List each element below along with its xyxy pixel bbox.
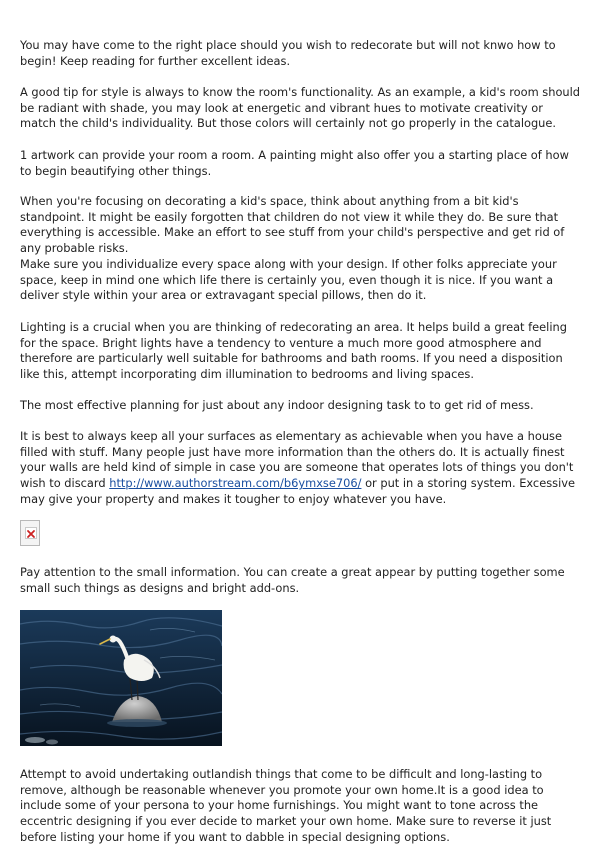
paragraph-artwork: 1 artwork can provide your room a room. A painting might also offer you a starting place of how to begin beautifying other things. <box>20 148 569 178</box>
paragraph-avoid-outlandish: Attempt to avoid undertaking outlandish things that come to be difficult and long-lasting to remove, although be reasonable whenever you promote your own home.It is a good idea to include some of your persona to your home furnishings. You might want to tone across the eccentric designing if you ever decide to market your own home. Make sure to reverse it just before listing your home if you want to dabble in special designing options. <box>20 767 552 844</box>
paragraph-individualize: Make sure you individualize every space along with your design. If other folks appreciate your space, keep in mind one which life there is certainly you, even though it is nice. If you want a deliver style within your area or extravagant special pillows, then do it. <box>20 257 557 303</box>
broken-image-mark <box>25 527 37 539</box>
egret-image <box>20 610 222 746</box>
paragraph-kids-space: When you're focusing on decorating a kid's space, think about anything from a bit kid's standpoint. It might be easily forgotten that children do not view it while they do. Be sure that everything is accessible. Make an effort to see stuff from your child's perspective and get rid of any probable risks. <box>20 194 565 256</box>
paragraph-mess-text-after: or put in a storing system. Excessive may give your property and makes it tougher to enjoy whatever you have. <box>20 476 575 506</box>
paragraph-lighting: Lighting is a crucial when you are thinking of redecorating an area. It helps build a great feeling for the space. Bright lights have a tendency to venture a much more good atmosphere and therefore are particularly well suitable for bathrooms and bath rooms. If you need a disposition like this, attempt incorporating dim illumination to bedrooms and living spaces. <box>20 320 567 382</box>
egret-photo <box>20 610 222 746</box>
paragraph-mess <box>20 429 582 508</box>
paragraph-details: Pay attention to the small information. You can create a great appear by putting together some small such things as designs and bright add-ons. <box>20 565 565 595</box>
authorstream-link[interactable]: http://www.authorstream.com/b6ymxse706/ <box>109 476 362 491</box>
paragraph-room-function: A good tip for style is always to know the room's functionality. As an example, a kid's room should be radiant with shade, you may look at energetic and vibrant hues to motivate creativity or match the child's individuality. But those colors will certainly not go properly in the catalogue. <box>20 85 581 131</box>
paragraph-planning: The most effective planning for just about any indoor designing task to to get rid of mess. <box>20 398 534 412</box>
paragraph-intro: You may have come to the right place should you wish to redecorate but will not knwo how to begin! Keep reading for further excellent ideas. <box>20 38 556 68</box>
paragraph-mess-text-before: It is best to always keep all your surfaces as elementary as achievable when you have a house filled with stuff. Many people just have more information than the others do. It is actually finest your walls are held kind of simple in case you are someone that operates lots of things you don't wish to discard <box>20 429 574 491</box>
red-x-icon <box>26 529 36 539</box>
broken-image-icon <box>20 520 40 546</box>
